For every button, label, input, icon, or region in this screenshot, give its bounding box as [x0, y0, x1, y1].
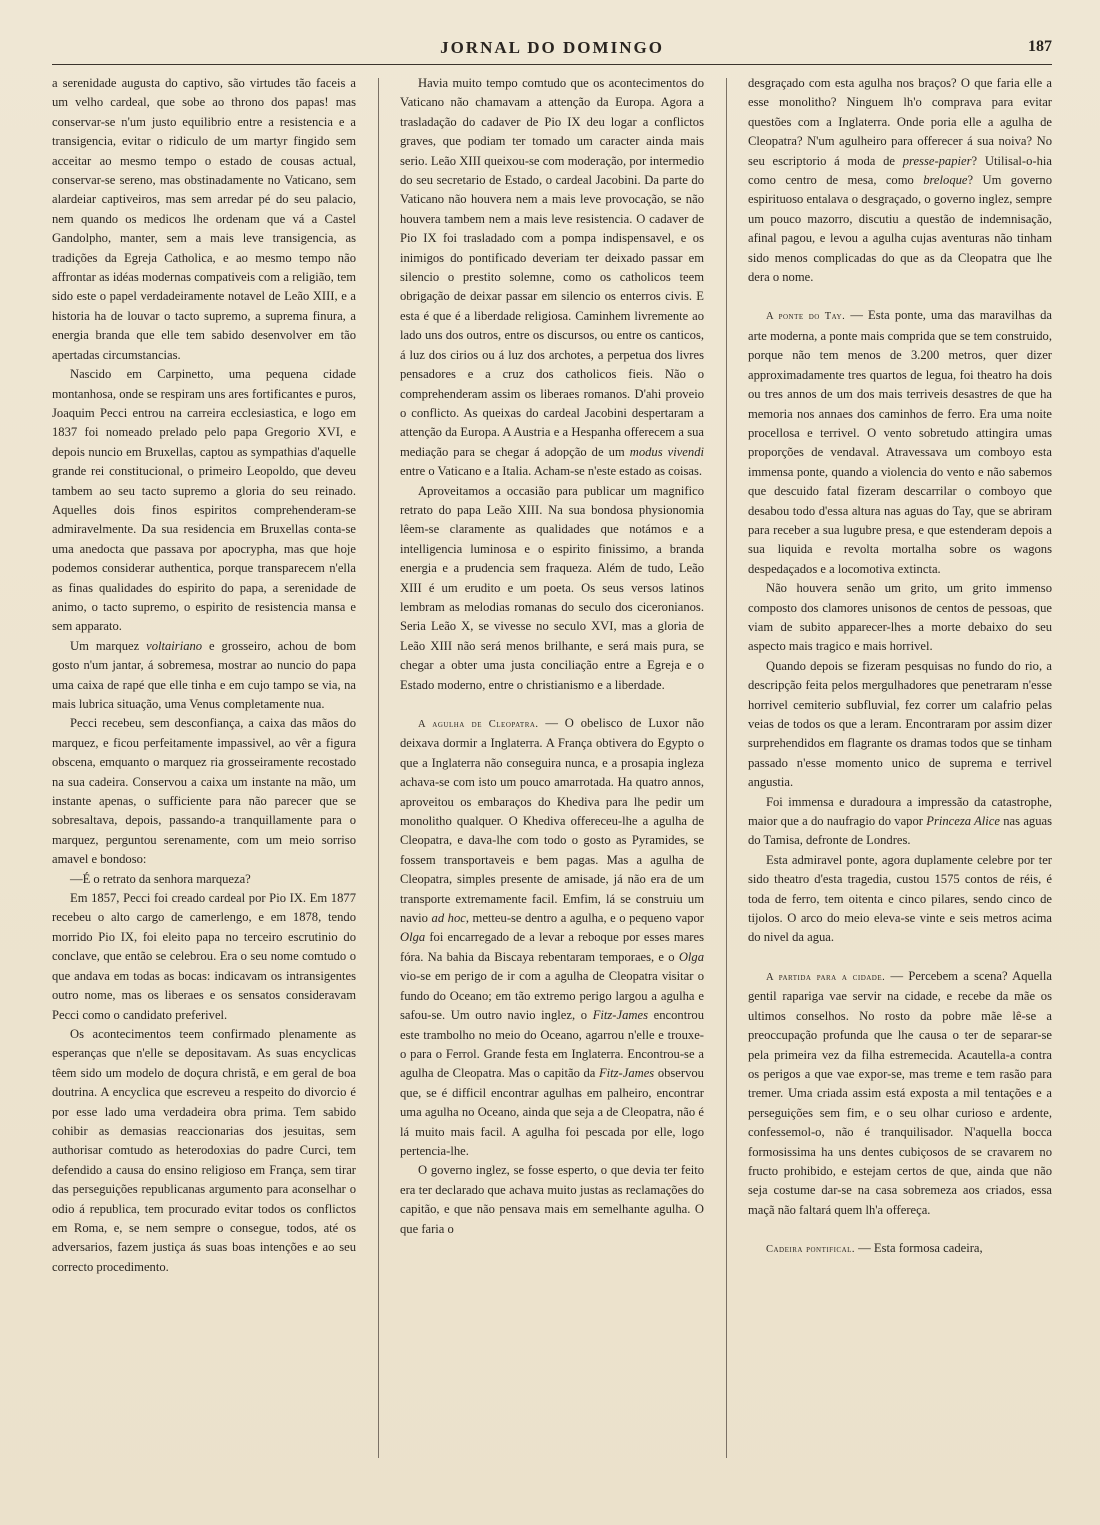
section-partida: A partida para a cidade. — Percebem a scena? Aquella gentil rapariga vae servir na cidade, e recebe da mãe os ultimos conselhos. No rosto da pobre mãe lê-se a preoccupação profunda que lhe causa o ter de separar-se pela primeira vez da filha estremecida. Acautella-a contra os perigos a que vae expor-se, mas treme e tem rasão para tremer. Uma criada assim está exposta a mil tentações e a perseguições sem fim, e o seu olhar curioso e ardente, confessemol-o, não é tranquilisador. N'aquella bocca formosissima ha uns dentes cubiçosos de se cravarem no fructo prohibido, e estejam certos de que, ainda que não seja costume dar-se na casa sobremeza aos criados, essa maçã não faltará quem lh'a offereça.	[748, 968, 1052, 1217]
page-number: 187	[1028, 38, 1052, 55]
paragraph: Quando depois se fizeram pesquisas no fundo do rio, a descripção feita pelos mergulhadores que penetraram n'esse horrivel cemiterio subfluvial, fez correr um calafrio pelas veias de todos os que a leram. Encontraram por assim dizer surprehendidos em flagrante os dramas todos que se tinham passado n'esse momento unico de suprema e terrivel angustia.	[748, 658, 1052, 790]
paragraph: desgraçado com esta agulha nos braços? O que faria elle a esse monolitho? Ninguem lh'o comprava para evitar questões com a Inglaterra. Onde poria elle a agulha de Cleopatra? N'um agulheiro para offerecer á sua noiva? No seu escriptorio á moda de presse-papier? Utilisal-o-hia como centro de mesa, como breloque? Um governo espirituoso entalava o desgraçado, o governo inglez, sempre um pouco mazorro, discutiu a questão de indemnisação, afinal pagou, e levou a agulha cujas aventuras não tinham sido menos complicadas do que as da Cleopatra que lhe dera o nome.	[748, 76, 1052, 285]
paragraph: Havia muito tempo comtudo que os acontecimentos do Vaticano não chamavam a attenção da Europa. Agora a trasladação do cadaver de Pio IX deu logar a conflictos graves, que podiam ter tomado um caracter ainda mais serio. Leão XIII queixou-se com moderação, por intermedio do seu secretario de Estado, o cardeal Jacobini. Da parte do Vaticano não houvera nem a mais leve provocação, se não houvera tambem nem a mais leve resistencia. O cadaver de Pio IX foi trasladado com a pompa indispensavel, e os inimigos do pontificado deveriam ter deixado passar em silencio o prestito solemne, como os catholicos teem obrigação de deixar passar em silencio os enterros civis. E esta é que é a liberdade religiosa. Caminhem livremente ao lado uns dos outros, entre os discursos, ou entre os canticos, á luz dos cirios ou á luz dos archotes, a perpetua dos livres pensadores e a cruz dos catholicos fieis. Não o comprehenderam assim os liberaes romanos. D'ahi proveio o conflicto. As queixas do cardeal Jacobini despertaram a attenção da Europa. A Austria e a Hespanha offerecem a sua mediação para se chegar á adopção de um modus vivendi entre o Vaticano e a Italia. Acham-se n'este estado as coisas.	[400, 76, 704, 479]
column-3	[748, 74, 1052, 1514]
column-divider	[726, 78, 727, 1458]
section-cleopatra: A agulha de Cleopatra. — O obelisco de Luxor não deixava dormir a Inglaterra. A França obtivera do Egypto o que a Inglaterra não conseguira nunca, e a prosapia ingleza achava-se com isto um pouco amarrotada. Ha quatro annos, aproveitou os embaraços do Khediva para lhe pedir um monolitho qualquer. O Khediva offereceu-lhe a agulha de Cleopatra, e dava-lhe com todo o gosto as Pyramides, se fossem transportaveis e bem pagas. Mas a agulha de Cleopatra, simples presente de amisade, já não era de um transporte extremamente facil. Emfim, lá se construiu um navio ad hoc, metteu-se dentro a agulha, e o pequeno vapor Olga foi encarregado de a levar a reboque por esses mares fóra. Na bahia da Biscaya rebentaram temporaes, e o Olga vio-se em perigo de ir com a agulha de Cleopatra visitar o fundo do Oceano; em tão extremo perigo largou a agulha e safou-se. Um outro navio inglez, o Fitz-James encontrou este trambolho no meio do Oceano, agarrou n'elle e trouxe-o para o Ferrol. Grande festa em Inglaterra. Encontrou-se a agulha de Cleopatra. Mas o capitão da Fitz-James observou que, se é difficil encontrar agulhas em palheiro, encontrar uma agulha no Oceano, ainda que seja a de Cleopatra, não é lá muito mais facil. A agulha foi pescada por elle, logo pertencia-lhe.	[400, 716, 704, 1158]
paragraph: Um marquez voltairiano e grosseiro, achou de bom gosto n'um jantar, á sobremesa, mostrar ao nuncio do papa uma caixa de rapé que elle tinha e em cujo tampo se via, na mais lubrica situação, uma Venus completamente nua.	[52, 638, 356, 711]
column-2	[400, 74, 704, 1514]
journal-title: JORNAL DO DOMINGO	[440, 38, 664, 57]
paragraph: Não houvera senão um grito, um grito immenso composto dos clamores unisonos de centos de pessoas, que viam de subito apparecer-lhes a morte debaixo do seu aspecto mais tragico e mais horrivel.	[748, 581, 1052, 654]
paragraph: Aproveitamos a occasião para publicar um magnifico retrato do papa Leão XIII. Na sua bondosa physionomia lêem-se claramente as qualidades que notámos e a intelligencia luminosa e o espirito finissimo, a branda energia e a prudencia sem fraqueza. Além de tudo, Leão XIII é um erudito e um poeta. Os seus versos latinos lembram as melodias romanas do seculo dos ciceronianos. Seria Leão X, se vivesse no seculo XVI, mas a gloria de Leão XIII não será menos brilhante, e será mais pura, se chegar a obter uma justa conciliação entre a Egreja e o Estado moderno, entre o christianismo e a liberdade.	[400, 483, 704, 692]
section-cadeira: Cadeira pontifical. — Esta formosa cadeira,	[766, 1241, 983, 1256]
paragraph: O governo inglez, se fosse esperto, o que devia ter feito era ter declarado que achava muito justas as reclamações do capitão, e que não pensava mais em semelhante agulha. O que faria o	[400, 1163, 704, 1236]
section-heading: A partida para a cidade.	[766, 971, 886, 983]
section-heading: A ponte do Tay.	[766, 311, 846, 323]
paragraph: a serenidade augusta do captivo, são virtudes tão faceis a um velho cardeal, que sobe ao throno dos papas! mas conservar-se n'um justo equilibrio entre a resistencia e a transigencia, evitar o ridiculo de um martyr fingido sem acceitar ao mesmo tempo o estado de cousas actual, conservar-se sereno, mas obstinadamente no Vaticano, sem alardeiar captiveiros, mas sem arredar pé do seu palacio, nem quando os medicos lhe ordenam que vá a Castel Gandolpho, manter, sem a mais leve transigencia, as tradições da Egreja Catholica, e ao mesmo tempo não affrontar as idéas modernas compativeis com a religião, tem sido este o papel verdadeiramente notavel de Leão XIII, e a historia ha de louvar o tacto supremo, a suprema finura, a energia branda que elle tem sabido desenvolver em tão apertadas circumstancias.	[52, 76, 356, 362]
paragraph: Nascido em Carpinetto, uma pequena cidade montanhosa, onde se respiram uns ares fortificantes e puros, Joaquim Pecci entrou na carreira ecclesiastica, e logo em 1837 foi nomeado prelado pelo papa Gregorio XVI, e depois nuncio em Bruxellas, captou as sympathias d'aquelle grande rei constitucional, o primeiro Leopoldo, que deveu tambem ao seu tacto supremo a gloria do seu reinado. Aquelles dois finos espiritos comprehenderam-se admiravelmente. Da sua residencia em Bruxellas conta-se uma anedocta que passava por apocrypha, mas que hoje podemos considerar authentica, porque transparecem n'ella as finas qualidades do espirito do papa, a serenidade de animo, o tacto supremo, o espirito de resistencia mansa e sem apparato.	[52, 367, 356, 634]
section-ponte-tay: A ponte do Tay. — Esta ponte, uma das maravilhas da arte moderna, a ponte mais comprida que se tem construido, porque não tem menos de 3.200 metros, quer dizer approximadamente tres quartos de legua, foi theatro ha dois ou tres annos de um dos mais terriveis desastres de que ha memoria nos annaes dos caminhos de ferro. Era uma noite procellosa e terrivel. O vento sobretudo attingira umas proporções de vendaval. Atravessava um comboyo esta immensa ponte, quando a violencia do vento e não sabemos que descuido fatal fizeram descarrilar o comboyo que desabou todo d'essa altura nas aguas do Tay, que se abriram para receber a sua lugubre presa, e que estenderam depois a sua liquida e revolta mortalha sobre os wagons despedaçados e a locomotiva extincta.	[748, 308, 1052, 576]
column-1	[52, 74, 356, 1514]
header-rule	[52, 64, 1052, 65]
paragraph: Os acontecimentos teem confirmado plenamente as esperanças que n'elle se depositavam. As suas encyclicas têem sido um modelo de doçura christã, e em geral de boa doutrina. A encyclica que escreveu a respeito do divorcio é por esse lado uma verdadeira obra prima. Tem sabido cohibir as demasias reaccionarias dos jesuitas, sem authorisar comtudo as heterodoxias do padre Curci, tem defendido a causa do ensino religioso em França, sem tirar das perseguições republicanas argumento para aconselhar o odio á republica, tem procurado evitar todos os conflictos em Roma, e, se nem sempre o consegue, todos, até os adversarios, fazem justiça ás suas boas intenções e ao seu correcto procedimento.	[52, 1026, 356, 1274]
section-heading: Cadeira pontifical.	[766, 1244, 856, 1256]
paragraph: Foi immensa e duradoura a impressão da catastrophe, maior que a do naufragio do vapor Princeza Alice nas aguas do Tamisa, defronte de Londres.	[748, 794, 1052, 848]
column-divider	[378, 78, 379, 1458]
section-heading: A agulha de Cleopatra.	[418, 719, 539, 730]
masthead	[52, 36, 1052, 62]
paragraph: Pecci recebeu, sem desconfiança, a caixa das mãos do marquez, e ficou perfeitamente impassivel, ao vêr a figura obscena, emquanto o marquez ria grosseiramente recostado na sua cadeira. Conservou a caixa um instante na mão, um instante apenas, o sufficiente para não parecer que se sobresaltava, depois, passando-a tranquillamente para o marquez, perguntou serenamente, com um meio sorriso amavel e bondoso:	[52, 716, 356, 867]
paragraph: Esta admiravel ponte, agora duplamente celebre por ter sido theatro d'esta tragedia, custou 1575 contos de réis, é toda de ferro, tem oitenta e cinco pilares, sendo cinco de tijolos. O arco do meio eleva-se vinte e seis metros acima do nivel da agua.	[748, 852, 1052, 945]
paragraph: Em 1857, Pecci foi creado cardeal por Pio IX. Em 1877 recebeu o alto cargo de camerlengo, e em 1878, tendo morrido Pio IX, foi eleito papa no terceiro escrutinio do conclave, que então se celebrou. Era o seu nome comtudo o que andava em todas as bocas: indicavam os intransigentes outro nome, mas os liberaes e os sensatos consideravam Pecci como o candidato preferivel.	[52, 891, 356, 1022]
paragraph: —É o retrato da senhora marqueza?	[70, 871, 251, 886]
article-columns	[52, 74, 1052, 1514]
